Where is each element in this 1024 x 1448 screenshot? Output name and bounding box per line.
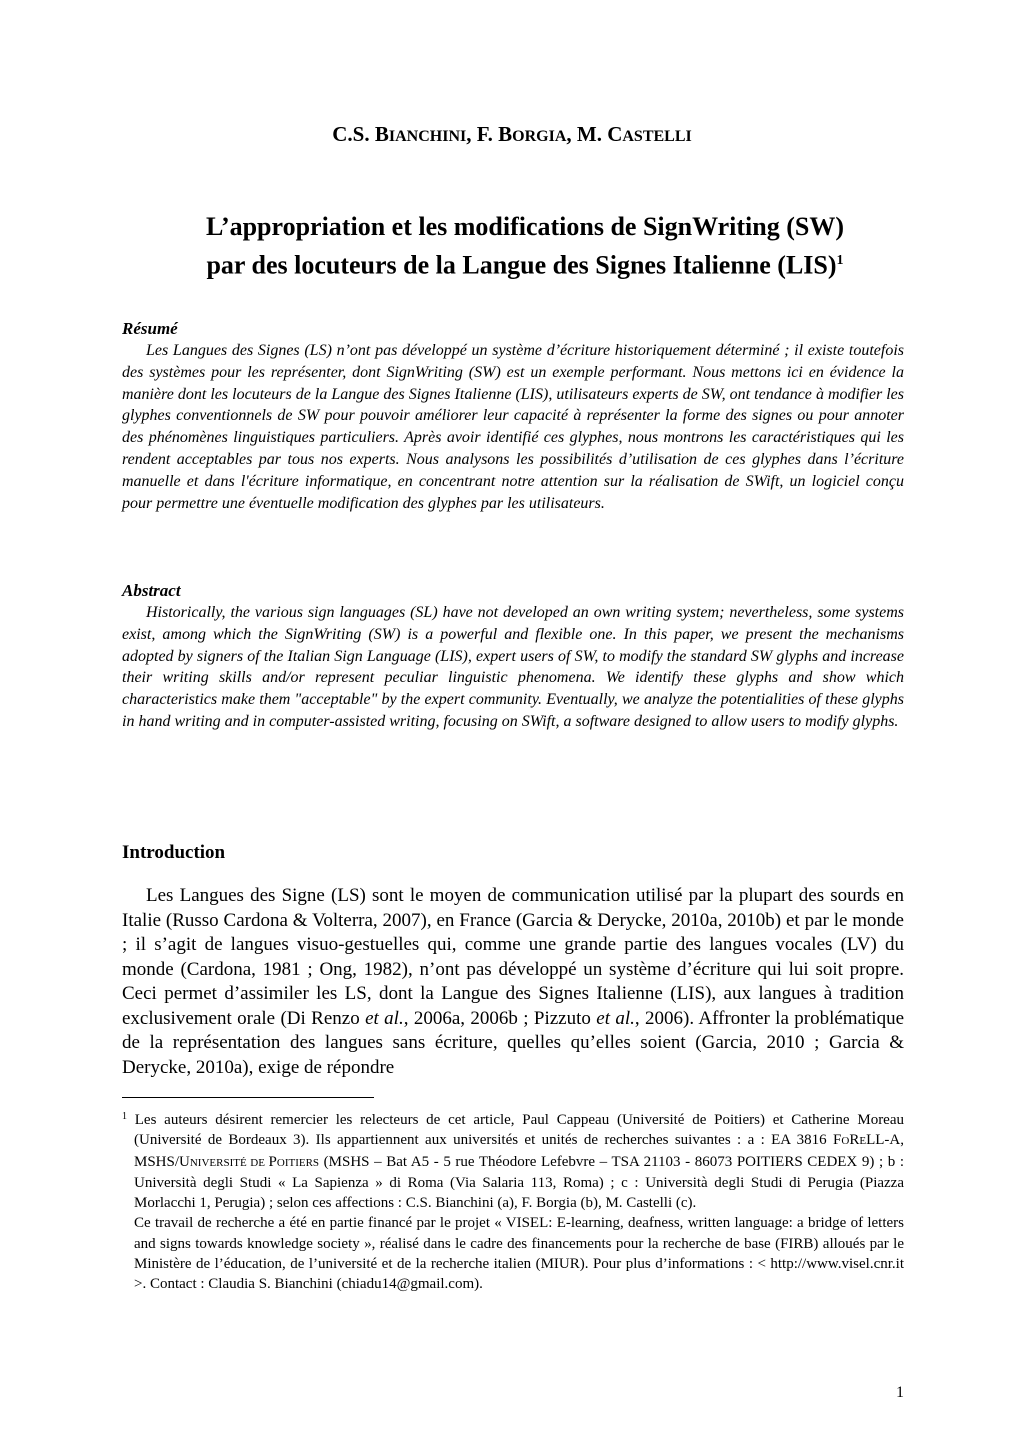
footnote-paragraph-2: Ce travail de recherche a été en partie financé par le projet « VISEL: E-learning, deafness, written language: a bridge of letters and signs towards knowledge society », réalisé dans le cadre des financements pour la recherche de base (FIRB) alloués par le Ministère de l’éducation, de l’université et de la recherche italien (MIUR). Pour plus d’informations : < http://www.visel.cnr.it >. Contact : Claudia S. Bianchini (chiadu14@gmail.com). (134, 1215, 904, 1293)
abstract-section (122, 580, 904, 733)
footnote-separator (122, 1097, 374, 1098)
resume-heading: Résumé (122, 319, 178, 338)
title-line-2: par des locuteurs de la Langue des Signes Italienne (LIS)$^1$ (206, 250, 844, 280)
footnote-mark: 1 (122, 1111, 127, 1122)
footnote (122, 1107, 904, 1295)
author: C.S. BIANCHINI, (332, 122, 477, 146)
introduction-text: Les Langues des Signe (LS) sont le moyen de communication utilisé par la plupart des sourds en Italie (Russo Cardona & Volterra, 2007), en France (Garcia & Derycke, 2010a, 2010b) et par le monde ; il s’agit de langues visuo-gestuelles qui, comme une grande partie des langues vocales (LV) du monde (Cardona, 1981 ; Ong, 1982), n’ont pas développé un système d’écriture qui lui soit propre. Ceci permet d’assimiler les LS, dont la Langue des Signes Italienne (LIS), aux langues à tradition exclusivement orale (Di Renzo et al., 2006a, 2006b ; Pizzuto et al., 2006). Affronter la problématique de la représentation des langues sans écriture, quelles qu’elles soient (Garcia, 2010 ; Garcia & Derycke, 2010a), exige de répondre (122, 885, 905, 1078)
title-footnote-mark: 1 (836, 253, 844, 268)
footnote-paragraph-1: $^1$ Les auteurs désirent remercier les relecteurs de cet article, Paul Cappeau (Université de Poitiers) et Catherine Moreau (Université de Bordeaux 3). Ils appartiennent aux universités et unités de recherches suivantes : a : EA 3816 FORELL-A, MSHS/UNIVERSITÉ DE POITIERS (MSHS – Bat A5 - 5 rue Théodore Lefebvre – TSA 21103 - 86073 POITIERS CEDEX 9) ; b : Università degli Studi « La Sapienza » di Roma (Via Salaria 113, Roma) ; c : Università degli Studi di Perugia (Piazza Morlacchi 1, Perugia) ; selon ces affections : C.S. Bianchini (a), F. Borgia (b), M. Castelli (c). (122, 1111, 905, 1212)
page-number: 1 (896, 1384, 904, 1401)
paper-title (0, 210, 1024, 283)
title-line-1: L’appropriation et les modifications de SignWriting (SW) (205, 212, 845, 241)
author: F. BORGIA, (476, 122, 577, 146)
author-line (0, 122, 1024, 147)
resume-text: Les Langues des Signes (LS) n’ont pas développé un système d’écriture historiquement déterminé ; il existe toutefois des systèmes pour les représenter, dont SignWriting (SW) est un exemple performant. Nous mettons ici en évidence la manière dont les locuteurs de la Langue des Signes Italienne (LIS), utilisateurs experts de SW, ont tendance à modifier les glyphes conventionnels de SW pour pouvoir améliorer leur capacité à représenter la forme des signes ou pour annoter des phénomènes linguistiques particuliers. Après avoir identifié ces glyphes, nous montrons les caractéristiques qui les rendent acceptables par tous nos experts. Nous analysons les possibilités d’utilisation de ces glyphes dans l’écriture manuelle et dans l'écriture informatique, en concentrant notre attention sur la réalisation de SWift, un logiciel conçu pour permettre une éventuelle modification des glyphes par les utilisateurs. (122, 342, 904, 512)
introduction-heading: Introduction (122, 842, 226, 863)
author: M. CASTELLI (576, 122, 692, 146)
abstract-text: Historically, the various sign languages (SL) have not developed an own writing system; nevertheless, some systems exist, among which the SignWriting (SW) is a powerful and flexible one. In this paper, we present the mechanisms adopted by signers of the Italian Sign Language (LIS), expert users of SW, to modify the standard SW glyphs and increase their writing skills and/or represent peculiar linguistic phenomena. We identify these glyphs and show which characteristics make them "acceptable" by the expert community. Eventually, we analyze the potentialities of these glyphs in hand writing and in computer-assisted writing, focusing on SWift, a software designed to allow users to modify glyphs. (122, 604, 904, 730)
abstract-heading: Abstract (122, 581, 181, 600)
resume-section (122, 318, 904, 514)
